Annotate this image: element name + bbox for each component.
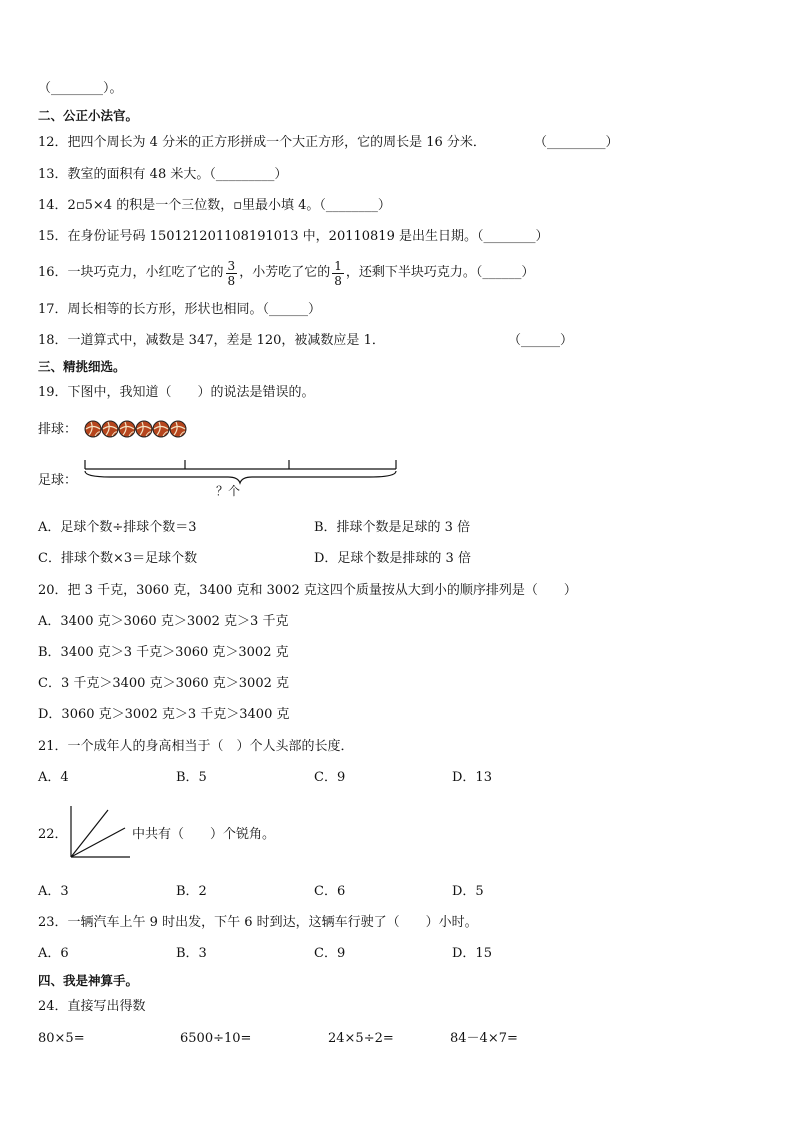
calc-item-2: 6500÷10= <box>180 1031 252 1046</box>
fraction-1-8 <box>332 259 344 288</box>
question-13: 13．教室的面积有 48 米大。（_________） <box>38 167 288 182</box>
brace-shape <box>85 471 396 483</box>
top-blank: （________）。 <box>38 81 123 96</box>
question-22-option-d[interactable]: D．5 <box>452 884 484 899</box>
calc-item-4: 84－4×7= <box>450 1031 518 1046</box>
question-23-option-b[interactable]: B．3 <box>176 946 207 961</box>
angle-ray-diagonal-2 <box>71 828 125 857</box>
volleyball-icon <box>85 421 101 437</box>
question-15: 15．在身份证号码 150121201108191013 中，20110819 是出生日期。（________） <box>38 229 549 244</box>
question-23-option-c[interactable]: C．9 <box>314 946 346 961</box>
question-20-option-b[interactable]: B．3400 克＞3 千克＞3060 克＞3002 克 <box>38 645 289 660</box>
question-21-option-c[interactable]: C．9 <box>314 770 346 785</box>
question-22-option-b[interactable]: B．2 <box>176 884 207 899</box>
question-16-part3: ，还剩下半块巧克力。（______） <box>345 265 535 280</box>
angle-figure <box>68 804 132 860</box>
question-12-blank: （_________） <box>534 135 619 150</box>
question-12: 12．把四个周长为 4 分米的正方形拼成一个大正方形，它的周长是 16 分米． <box>38 135 486 150</box>
brace-label: ？个 <box>216 484 241 498</box>
volleyball-icon <box>119 421 135 437</box>
question-19-option-a[interactable]: A．足球个数÷排球个数＝3 <box>38 520 197 535</box>
volleyball-icon <box>102 421 118 437</box>
question-19-option-b[interactable]: B．排球个数是足球的 3 倍 <box>314 520 471 535</box>
fraction-denominator: 8 <box>227 273 236 288</box>
question-20-option-d[interactable]: D．3060 克＞3002 克＞3 千克＞3400 克 <box>38 707 290 722</box>
question-19-option-d[interactable]: D．足球个数是排球的 3 倍 <box>314 551 471 566</box>
question-22-number: 22． <box>38 827 68 842</box>
question-24: 24．直接写出得数 <box>38 999 146 1014</box>
fraction-numerator: 1 <box>334 258 342 273</box>
question-20: 20．把 3 千克，3060 克，3400 克和 3002 克这四个质量按从大到小的顺序排列是（ ） <box>38 583 577 598</box>
volleyball-row-figure <box>84 418 188 440</box>
calc-item-3: 24×5÷2= <box>328 1031 394 1046</box>
question-22-option-c[interactable]: C．6 <box>314 884 346 899</box>
question-22-option-a[interactable]: A．3 <box>38 884 69 899</box>
section-heading-3: 三、精挑细选。 <box>38 359 126 374</box>
football-bracket-figure <box>80 457 402 505</box>
fraction-denominator: 8 <box>334 273 342 288</box>
volleyball-icon <box>153 421 169 437</box>
question-16-part2: ，小芳吃了它的 <box>239 265 331 280</box>
question-16-part1: 16．一块巧克力，小红吃了它的 <box>38 265 224 280</box>
question-18: 18．一道算式中，减数是 347，差是 120，被减数应是 1． <box>38 333 385 348</box>
question-23-option-d[interactable]: D．15 <box>452 946 492 961</box>
section-heading-2: 二、公正小法官。 <box>38 108 139 123</box>
question-14: 14．2▫5×4 的积是一个三位数，▫里最小填 4。（________） <box>38 198 391 213</box>
angle-ray-diagonal-1 <box>71 810 108 857</box>
question-17: 17．周长相等的长方形，形状也相同。（______） <box>38 302 322 317</box>
football-label: 足球： <box>38 473 78 488</box>
question-21: 21．一个成年人的身高相当于（ ）个人头部的长度． <box>38 739 354 754</box>
question-21-option-b[interactable]: B．5 <box>176 770 207 785</box>
question-18-blank: （______） <box>508 333 574 348</box>
question-19: 19．下图中，我知道（ ）的说法是错误的。 <box>38 385 315 400</box>
question-20-option-a[interactable]: A．3400 克＞3060 克＞3002 克＞3 千克 <box>38 614 289 629</box>
section-heading-4: 四、我是神算手。 <box>38 973 139 988</box>
question-22: 中共有（ ）个锐角。 <box>132 827 276 842</box>
volleyball-label: 排球： <box>38 422 78 437</box>
question-20-option-c[interactable]: C．3 千克＞3400 克＞3060 克＞3002 克 <box>38 676 289 691</box>
question-19-option-c[interactable]: C．排球个数×3＝足球个数 <box>38 551 198 566</box>
fraction-3-8 <box>226 259 238 288</box>
question-16 <box>38 254 534 292</box>
volleyball-icon <box>170 421 186 437</box>
question-23: 23．一辆汽车上午 9 时出发，下午 6 时到达，这辆车行驶了（ ）小时。 <box>38 915 478 930</box>
question-21-option-d[interactable]: D．13 <box>452 770 492 785</box>
question-23-option-a[interactable]: A．6 <box>38 946 69 961</box>
fraction-numerator: 3 <box>227 258 236 273</box>
calc-item-1: 80×5= <box>38 1031 85 1046</box>
volleyball-icon <box>136 421 152 437</box>
question-21-option-a[interactable]: A．4 <box>38 770 69 785</box>
